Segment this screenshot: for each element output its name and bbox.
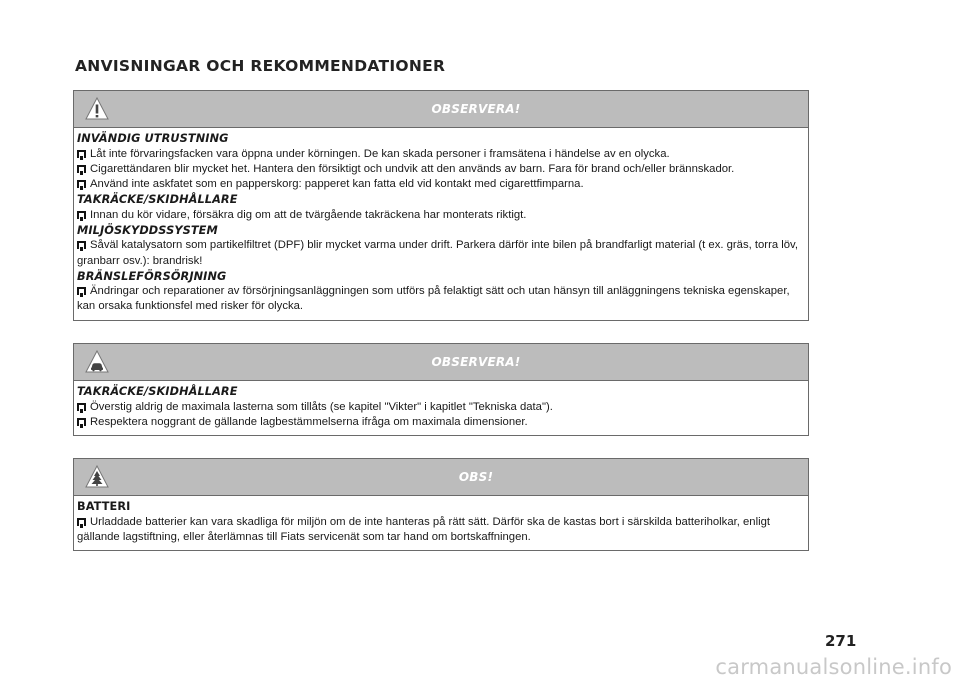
box-body (74, 496, 808, 550)
bullet-icon (77, 180, 86, 188)
box-title: OBSERVERA! (431, 102, 521, 116)
item-text: Urladdade batterier kan vara skadliga för miljön om de inte hanteras på rätt sätt. Därför ska de kastas bort i särskilda batteriholkar, enligt gällande lagstiftning, eller återlämnas till Fiats servicenät som tar hand om bortskaffningen. (77, 515, 771, 543)
section-heading: TAKRÄCKE/SKIDHÅLLARE (77, 193, 238, 207)
box-header (74, 344, 808, 381)
section-heading: BRÄNSLEFÖRSÖRJNING (77, 269, 227, 283)
warning-box-interior (73, 90, 809, 321)
page-number: 271 (825, 632, 857, 650)
box-title: OBSERVERA! (431, 355, 521, 369)
box-header (74, 91, 808, 128)
item-text: Innan du kör vidare, försäkra dig om att de tvärgående takräckena har monterats riktigt. (90, 208, 527, 221)
list-item (77, 208, 805, 223)
bullet-icon (77, 241, 86, 249)
bullet-icon (77, 418, 86, 426)
list-item (77, 147, 805, 162)
item-text: Respektera noggrant de gällande lagbestämmelserna ifråga om maximala dimensioner. (90, 415, 528, 428)
note-box-battery (73, 458, 809, 551)
bullet-icon (77, 150, 86, 158)
list-item (77, 415, 805, 430)
list-item (77, 177, 805, 192)
list-item (77, 284, 805, 314)
item-text: Överstig aldrig de maximala lasterna som tillåts (se kapitel "Vikter" i kapitlet "Tekniska data"). (90, 400, 553, 413)
item-text: Använd inte askfatet som en papperskorg: papperet kan fatta eld vid kontakt med cigarettfimparna. (90, 177, 584, 190)
bullet-icon (77, 403, 86, 411)
list-item (77, 400, 805, 415)
section-heading: MILJÖSKYDDSSYSTEM (77, 223, 218, 237)
bullet-icon (77, 211, 86, 219)
bullet-icon (77, 287, 86, 295)
item-text: Låt inte förvaringsfacken vara öppna under körningen. De kan skada personer i framsätena i händelse av en olycka. (90, 147, 670, 160)
box-body (74, 128, 808, 320)
item-text: Såväl katalysatorn som partikelfiltret (DPF) blir mycket varma under drift. Parkera därför inte bilen på brandfarligt material (t ex. gräs, torra löv, granbarr osv.): brandrisk! (77, 239, 798, 267)
bullet-icon (77, 518, 86, 526)
item-text: Cigarettändaren blir mycket het. Hantera den försiktigt och undvik att den används av barn. Fara för brand och/eller brännskador. (90, 162, 735, 175)
box-title: OBS! (458, 470, 494, 484)
list-item (77, 238, 805, 268)
box-body (74, 381, 808, 435)
box-header (74, 459, 808, 496)
list-item (77, 515, 805, 545)
page-title: ANVISNINGAR OCH REKOMMENDATIONER (75, 57, 446, 75)
bullet-icon (77, 165, 86, 173)
section-heading: BATTERI (77, 500, 131, 513)
item-text: Ändringar och reparationer av försörjningsanläggningen som utförs på felaktigt sätt och utan hänsyn till anläggningens tekniska egenskaper, kan orsaka funktionsfel med risker för olycka. (77, 285, 790, 313)
watermark: carmanualsonline.info (715, 655, 952, 679)
list-item (77, 162, 805, 177)
section-heading: TAKRÄCKE/SKIDHÅLLARE (77, 385, 238, 398)
warning-box-roof-rack (73, 343, 809, 436)
section-heading: INVÄNDIG UTRUSTNING (77, 132, 229, 145)
